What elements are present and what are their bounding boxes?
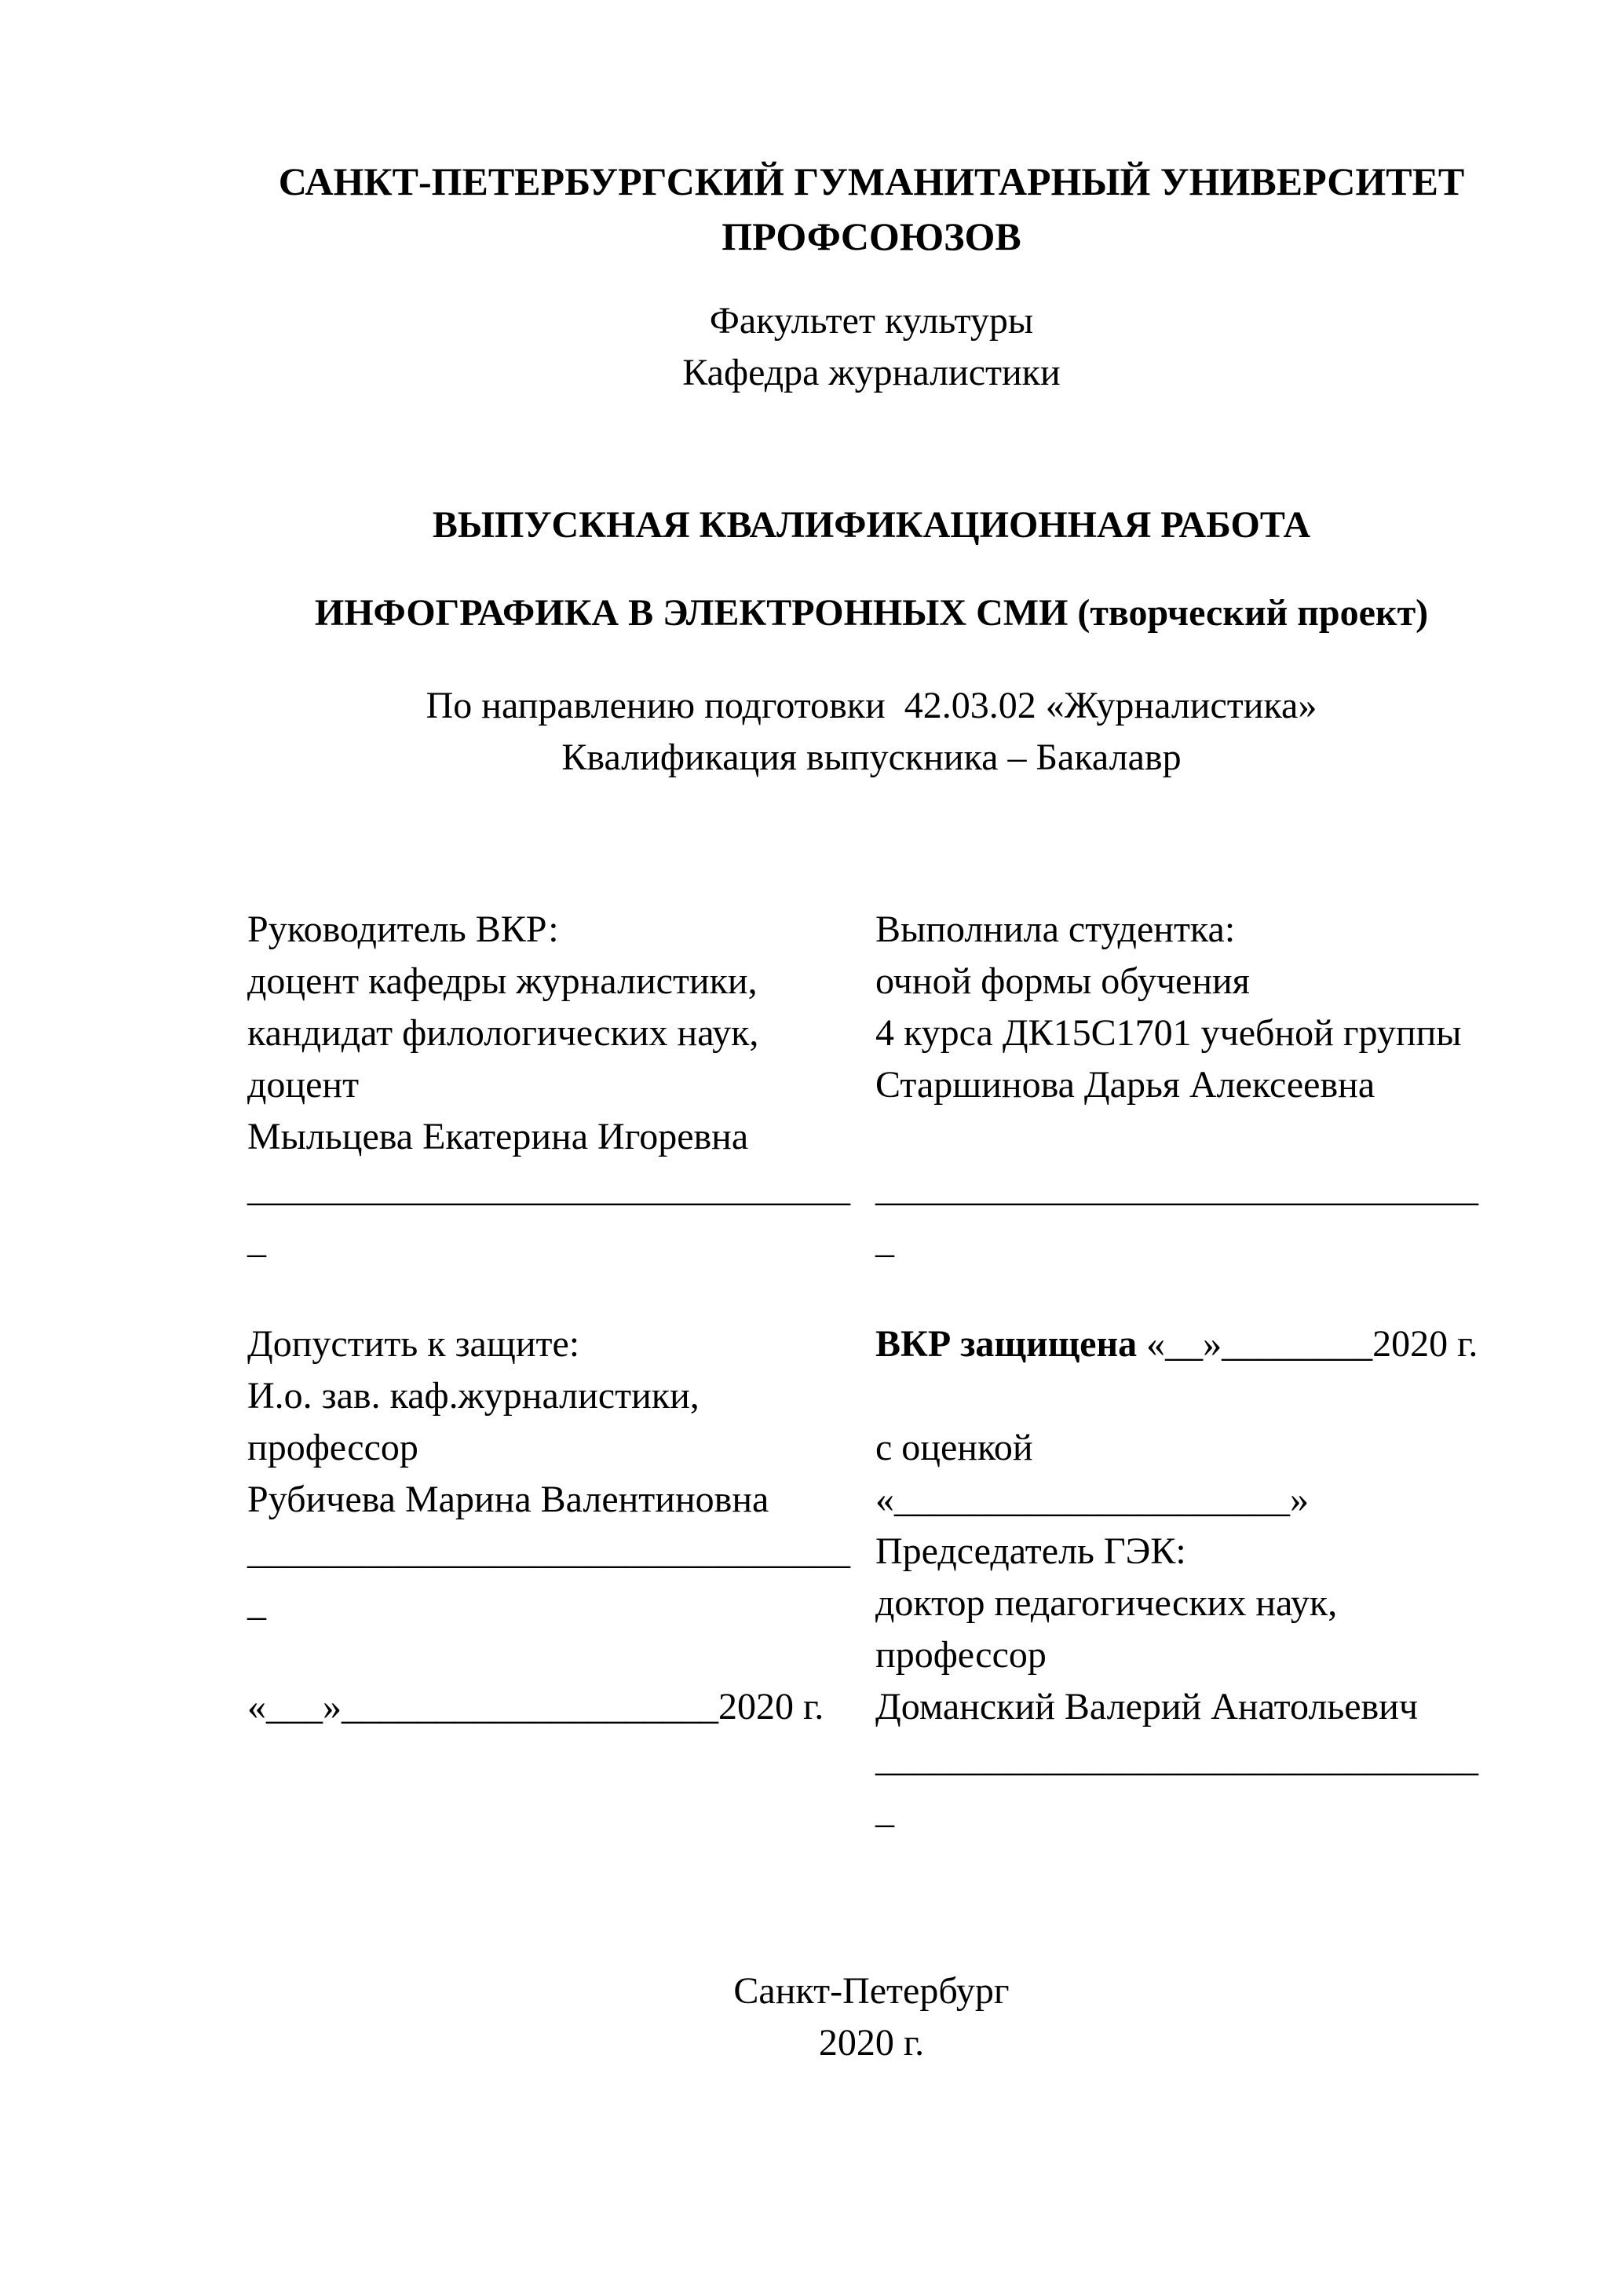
supervisor-heading: Руководитель ВКР:	[247, 909, 559, 950]
footer-city: Санкт-Петербург	[733, 1970, 1010, 2012]
student-group: 4 курса ДК15С1701 учебной группы	[875, 1012, 1462, 1054]
work-type: ВЫПУСКНАЯ КВАЛИФИКАЦИОННАЯ РАБОТА	[432, 504, 1311, 546]
grade-blank-line: «_____________________»	[875, 1479, 1309, 1520]
gek-chair-signature-line-wrap: _	[875, 1790, 894, 1831]
student-defense-column	[875, 904, 1503, 1837]
student-name: Старшинова Дарья Алексеевна	[875, 1064, 1375, 1106]
department-name: Кафедра журналистики	[682, 352, 1061, 393]
spacer-line	[875, 1370, 1503, 1422]
gek-chair-position: профессор	[875, 1634, 1047, 1676]
spacer-line	[875, 1111, 1503, 1163]
student-signature-line-wrap: _	[875, 1219, 894, 1261]
footer-block	[247, 1965, 1496, 2069]
admit-position-2: профессор	[247, 1427, 418, 1468]
spacer-line	[247, 1629, 871, 1681]
work-title: ИНФОГРАФИКА В ЭЛЕКТРОННЫХ СМИ (творческий проект)	[314, 592, 1429, 634]
specialty-line: По направлению подготовки 42.03.02 «Журналистика»	[426, 685, 1317, 726]
supervisor-signature-line: ________________________________	[247, 1168, 850, 1209]
qualification-line: Квалификация выпускника – Бакалавр	[561, 737, 1182, 778]
university-header	[247, 154, 1496, 264]
spacer-line	[875, 1267, 1503, 1318]
student-signature-line: ________________________________	[875, 1168, 1478, 1209]
university-name-line1: САНКТ-ПЕТЕРБУРГСКИЙ ГУМАНИТАРНЫЙ УНИВЕРСИТЕТ	[278, 159, 1465, 203]
supervisor-position-1: доцент кафедры журналистики,	[247, 960, 758, 1002]
defense-date-label: ВКР защищена	[875, 1323, 1138, 1365]
spacer-line	[247, 1267, 871, 1318]
gek-chair-degree: доктор педагогических наук,	[875, 1582, 1338, 1624]
supervisor-signature-line-wrap: _	[247, 1219, 266, 1261]
work-title-block	[247, 587, 1496, 639]
gek-chair-name: Доманский Валерий Анатольевич	[875, 1686, 1419, 1727]
supervisor-approval-column	[247, 904, 871, 1733]
defense-date-line	[875, 1318, 1503, 1370]
admit-signature-line-wrap: _	[247, 1582, 266, 1624]
footer-year: 2020 г.	[818, 2022, 925, 2064]
faculty-department-block	[247, 295, 1496, 399]
student-study-form: очной формы обучения	[875, 960, 1250, 1002]
admit-name: Рубичева Марина Валентиновна	[247, 1479, 769, 1520]
defense-date-blank: «__»________2020 г.	[1137, 1323, 1478, 1365]
admit-signature-line: ________________________________	[247, 1530, 850, 1572]
student-heading: Выполнила студентка:	[875, 909, 1236, 950]
admit-position-1: И.о. зав. каф.журналистики,	[247, 1375, 700, 1417]
university-name-line2: ПРОФСОЮЗОВ	[721, 214, 1021, 258]
gek-chair-heading: Председатель ГЭК:	[875, 1530, 1186, 1572]
supervisor-degree: кандидат филологических наук,	[247, 1012, 759, 1054]
supervisor-position-2: доцент	[247, 1064, 360, 1106]
grade-label: с оценкой	[875, 1427, 1033, 1468]
supervisor-name: Мыльцева Екатерина Игоревна	[247, 1116, 749, 1157]
admit-date-line: «___»____________________2020 г.	[247, 1686, 824, 1727]
work-type-block	[247, 499, 1496, 551]
admit-heading: Допустить к защите:	[247, 1323, 580, 1365]
specialty-block	[247, 680, 1496, 784]
gek-chair-signature-line: ________________________________	[875, 1738, 1478, 1779]
faculty-name: Факультет культуры	[709, 300, 1034, 342]
